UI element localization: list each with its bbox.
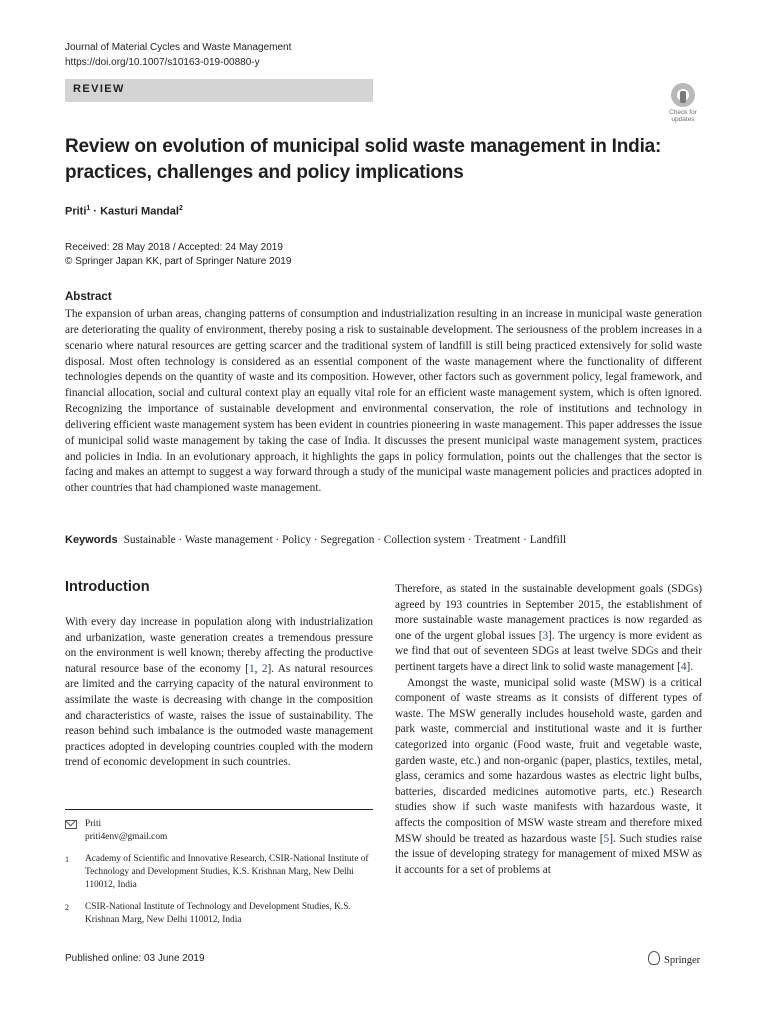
- citation-link[interactable]: 4: [680, 660, 687, 673]
- body-column-right: [395, 582, 702, 878]
- affiliation-footnote: [65, 901, 373, 927]
- author-separator: ·: [90, 205, 101, 218]
- citation-link[interactable]: 5: [603, 832, 610, 845]
- publisher-logo: [648, 951, 700, 966]
- author-name[interactable]: Priti: [65, 205, 87, 218]
- paragraph: [395, 582, 702, 676]
- paragraph-text: ]. The urgency is more evident as we find that out of seventeen SDGs at least twelve SDGs and their pertinent targets have a direct link to solid waste management [: [395, 629, 702, 673]
- doi-link[interactable]: https://doi.org/10.1007/s10163-019-00880-y: [65, 57, 260, 68]
- author-name[interactable]: Kasturi Mandal: [100, 205, 179, 218]
- paragraph-text: ]. As natural resources are limited and the carrying capacity of the natural environment to assimilate the waste is decreasing with change in the composition and characteristics of waste, raises the issue of sustainability. The reason behind such imbalance is the outmoded waste management practices adopted in developing countries coupled with the modern trend of economic development in such countries.: [65, 662, 373, 769]
- check-for-updates-icon: [671, 83, 695, 107]
- abstract-text: The expansion of urban areas, changing patterns of consumption and industrialization resulting in an increase in municipal waste generation are deteriorating the quality of environment, thereby posing a risk to sustainable development. The seriousness of the problem increases in a scenario where natural resources are getting scarcer and the traditional system of landfill is still being practiced extensively for solid waste disposal. Most often technology is considered as an essential component of the waste management where the functionality of different technologies depends on the quantity of waste and its composition. However, other factors such as government policy, legal framework, and financial allocation, social and cultural context play an equally vital role for an efficient waste management system, which is often ignored. Recognizing the importance of sustainable development and environmental conservation, the role of institutions and technology in delivering efficient waste management system has been evident in countries pioneering in waste management. This paper addresses the issue of municipal solid waste management by taking the case of India. It discusses the present municipal waste management system, practices and policies in India. In an evolutionary approach, it highlights the gaps in policy formulation, points out the challenges that the sector is facing and makes an attempt to suggest a way forward through a study of the municipal waste management policies and practices adopted in other countries that had championed waste management.: [65, 308, 702, 495]
- affiliation-text: Academy of Scientific and Innovative Research, CSIR-National Institute of Technology and Development Studies, K.S. Krishnan Marg, New Delhi 110012, India: [85, 854, 369, 890]
- journal-name: Journal of Material Cycles and Waste Management: [65, 42, 292, 53]
- keywords-label: Keywords: [65, 534, 118, 546]
- footnote-divider: [65, 809, 373, 810]
- affiliation-text: CSIR-National Institute of Technology and Development Studies, K.S. Krishnan Marg, New Delhi 110012, India: [85, 902, 351, 925]
- body-column-left: [65, 615, 373, 771]
- publisher-name: Springer: [664, 955, 701, 966]
- paragraph-text: ,: [254, 662, 262, 675]
- paragraph-text: ].: [686, 660, 694, 673]
- paragraph-text: With every day increase in population along with industrialization and urbanization, waste generation creates a tremendous pressure on the environment is well known; thereby affecting the productive natural resource base of the economy [: [65, 616, 373, 675]
- springer-horse-icon: [648, 951, 660, 965]
- section-label: REVIEW: [73, 83, 125, 95]
- affiliation-marker: 1: [86, 205, 91, 212]
- section-bar: [65, 79, 373, 102]
- keywords: [65, 534, 566, 546]
- contact-email[interactable]: priti4env@gmail.com: [85, 832, 168, 842]
- received-accepted: Received: 28 May 2018 / Accepted: 24 May 2019: [65, 242, 283, 253]
- affiliation-number: 2: [65, 903, 69, 912]
- article-title: Review on evolution of municipal solid waste management in India: practices, challenges and policy implications: [65, 136, 662, 183]
- keywords-list: Sustainable · Waste management · Policy · Segregation · Collection system · Treatment · Landfill: [123, 534, 567, 546]
- paragraph-text: Amongst the waste, municipal solid waste (MSW) is a critical component of waste streams as it consists of different types of waste. The MSW generally includes household waste, garden and park waste, commercial and institutional waste and it is further categorized into organic (Food waste, fruit and vegetable waste, garden waste, etc.) and non-organic (paper, plastics, textiles, metal, glass, ceramics and some hazardous wastes as electric light bulbs, batteries, discarded medicines automotive parts, etc.) Research studies show if such waste manifests with hazardous waste, it affects the composition of MSW waste stream and therefore mixed MSW should be treated as hazardous waste [: [395, 676, 702, 845]
- citation-link[interactable]: 3: [542, 629, 549, 642]
- paragraph-text: Therefore, as stated in the sustainable development goals (SDGs) agreed by 193 countries in September 2015, the establishment of more sustainable waste management practices is now regarded as one of the urgent global issues [: [395, 583, 702, 642]
- affiliation-number: 1: [65, 855, 69, 864]
- paragraph: [395, 676, 702, 879]
- footnotes: [65, 818, 373, 936]
- envelope-icon: [65, 820, 77, 829]
- contact-name: Priti: [85, 819, 102, 829]
- author-list: [65, 205, 183, 218]
- check-for-updates-button[interactable]: [662, 83, 704, 125]
- article-dates: [65, 241, 291, 269]
- journal-header: [65, 40, 291, 70]
- copyright-notice: © Springer Japan KK, part of Springer Nature 2019: [65, 256, 292, 267]
- paragraph-text: ]. Such studies raise the issue of developing strategy for management of mixed MSW as it accounts for a set of problems at: [395, 832, 703, 876]
- citation-link[interactable]: 1: [249, 662, 255, 675]
- section-heading: Introduction: [65, 579, 150, 595]
- published-date: Published online: 03 June 2019: [65, 953, 205, 964]
- paragraph: [65, 615, 373, 771]
- abstract-heading: Abstract: [65, 291, 112, 303]
- citation-link[interactable]: 2: [261, 662, 268, 675]
- contact-footnote: [65, 818, 373, 844]
- affiliation-footnote: [65, 853, 373, 892]
- affiliation-marker: 2: [178, 205, 183, 212]
- check-for-updates-label: Check for updates: [669, 109, 697, 123]
